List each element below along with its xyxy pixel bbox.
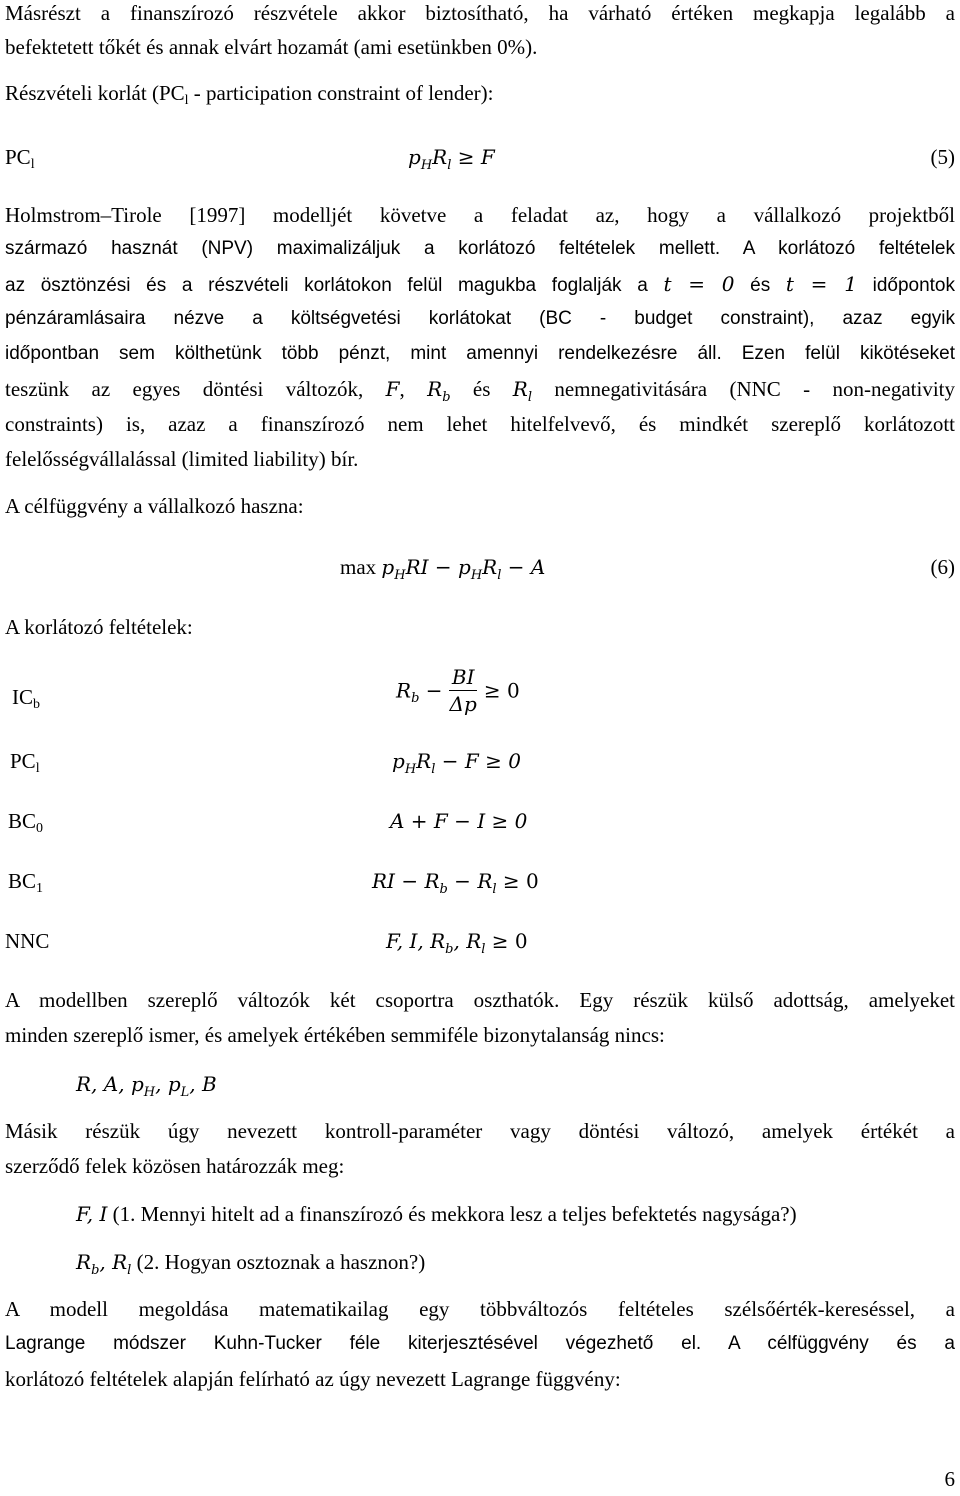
bc0-constraint-expression: A + F − I ≥ 0	[390, 809, 528, 833]
paragraph-line: szerződő felek közösen határozzák meg:	[5, 1154, 345, 1178]
paragraph-line: Lagrange módszer Kuhn-Tucker féle kiterjesztésével végezhető el. A célfüggvény és a	[5, 1333, 955, 1354]
equation-5-number: (5)	[930, 145, 955, 169]
equation-6-number: (6)	[930, 555, 955, 579]
constraint-label-nnc: NNC	[5, 929, 50, 953]
paragraph-line: felelősségvállalással (limited liability) bír.	[5, 447, 359, 471]
control-parameters-2: $R_b$, $R_l$ (2. Hogyan osztoznak a hasznon?)	[76, 1250, 426, 1278]
paragraph-line: Holmstrom–Tirole [1997] modelljét követve a feladat az, hogy a vállalkozó projektből	[5, 203, 955, 227]
paragraph-line: Másrészt a finanszírozó részvétele akkor biztosítható, ha várható értéken megkapja legalább a	[5, 1, 955, 25]
exogenous-variables: R, A, $p_H$, $p_L$, B	[76, 1072, 217, 1100]
bc1-constraint-expression: RI − $R_b - R_l \ge 0$	[372, 869, 539, 897]
constraint-label-bc1: BC1	[8, 869, 44, 896]
constraint-label-pc: PCl	[10, 749, 40, 776]
paragraph-line: pénzáramlásaira nézve a költségvetési korlátokat (BC - budget constraint), azaz egyik	[5, 308, 955, 329]
equation-5: $p_HR_l \ge F$	[408, 145, 495, 173]
pc-constraint-expression: $p_HR_l - F \ge 0$	[392, 749, 521, 777]
constraints-heading: A korlátozó feltételek:	[5, 615, 193, 639]
paragraph-line: teszünk az egyes döntési változók, F, $R_b$ és $R_l$ nemnegativitására (NNC - non-negativity	[5, 377, 956, 405]
equation-6: $\max p_HRI - p_HR_l - A$	[340, 555, 546, 583]
control-parameters-1: F, I (1. Mennyi hitelt ad a finanszírozó és mekkora lesz a teljes befektetés nagysága?)	[76, 1202, 797, 1226]
objective-heading: A célfüggvény a vállalkozó haszna:	[5, 494, 304, 518]
paragraph-line: minden szereplő ismer, és amelyek értékében semmiféle bizonytalanság nincs:	[5, 1023, 665, 1047]
paragraph-line: az ösztönzési és a részvételi korlátokon felül magukba foglalják a t = 0 és t = 1 időpontok	[5, 272, 955, 296]
equation-5-label: PCl	[5, 145, 35, 172]
paragraph-line: korlátozó feltételek alapján felírható az úgy nevezett Lagrange függvény:	[5, 1367, 621, 1391]
paragraph-line: befektetett tőkét és annak elvárt hozamát (ami esetünkben 0%).	[5, 35, 538, 59]
paragraph-line: constraints) is, azaz a finanszírozó nem lehet hitelfelvevő, és mindkét szereplő korlátozott	[5, 412, 955, 436]
paragraph-line: Másik részük úgy nevezett kontroll-paraméter vagy döntési változó, amelyek értékét a	[5, 1119, 955, 1143]
paragraph-line: származó hasznát (NPV) maximalizáljuk a korlátozó feltételek mellett. A korlátozó feltételek	[5, 238, 955, 259]
participation-constraint-heading: Részvételi korlát (PCl - participation constraint of lender):	[5, 81, 494, 108]
ic-fraction: $\frac{BI}{\Delta p}$	[449, 665, 477, 716]
constraint-label-ic: ICb	[12, 685, 40, 712]
page-number: 6	[944, 1467, 955, 1491]
ic-constraint-expression: $R_b$ − $\frac{BI}{\Delta p}$ ≥ 0	[396, 665, 520, 716]
nnc-constraint-expression: F, I, $R_b$, $R_l \ge 0$	[386, 929, 528, 957]
paragraph-line: időpontban sem költhetünk több pénzt, mint amennyi rendelkezésre áll. Ezen felül kikötéseket	[5, 343, 955, 364]
paragraph-line: A modell megoldása matematikailag egy többváltozós feltételes szélsőérték-kereséssel, a	[5, 1297, 955, 1321]
paragraph-line: A modellben szereplő változók két csoportra oszthatók. Egy részük külső adottság, amelyeket	[5, 988, 955, 1012]
constraint-label-bc0: BC0	[8, 809, 44, 836]
